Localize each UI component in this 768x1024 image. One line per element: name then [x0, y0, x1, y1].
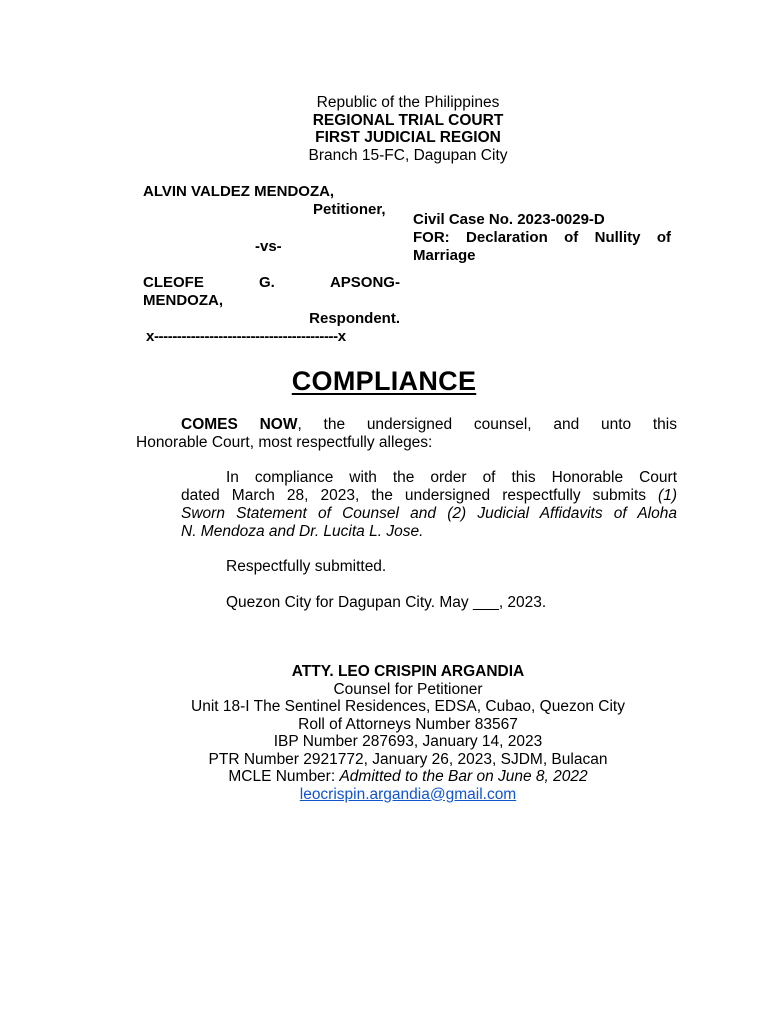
respondent-role: Respondent. — [309, 310, 400, 327]
header-region: FIRST JUDICIAL REGION — [315, 129, 501, 146]
paragraph-2-italic: (1) — [658, 487, 677, 504]
caption-separator: x----------------------------------------x — [146, 328, 346, 345]
header-court: REGIONAL TRIAL COURT — [312, 111, 504, 129]
case-caption-parties — [143, 183, 400, 346]
paragraph-1-line2: Honorable Court, most respectfully alleges: — [136, 434, 433, 451]
petitioner-role: Petitioner, — [313, 201, 386, 218]
respondent-name-line1 — [143, 274, 400, 292]
counsel-ibp-number: IBP Number 287693, January 14, 2023 — [273, 733, 543, 750]
paragraph-comes-now — [136, 416, 677, 452]
paragraph-respectfully: Respectfully submitted. — [226, 558, 387, 575]
versus-label: -vs- — [255, 238, 282, 255]
header-branch: Branch 15-FC, Dagupan City — [308, 146, 508, 164]
respondent-name-part1: CLEOFE — [143, 274, 204, 291]
respondent-name-part2: G. — [258, 274, 275, 291]
paragraph-2-line4: N. Mendoza and Dr. Lucita L. Jose. — [181, 523, 424, 540]
case-nature-line2: Marriage — [413, 247, 476, 264]
counsel-roll-number: Roll of Attorneys Number 83567 — [298, 715, 518, 733]
paragraph-2-line1: In compliance with the order of this Honorable Court — [226, 469, 677, 486]
petitioner-name: ALVIN VALDEZ MENDOZA, — [143, 183, 335, 200]
court-header — [0, 94, 768, 164]
counsel-email-link[interactable]: leocrispin.argandia@gmail.com — [299, 785, 517, 803]
case-nature-word: of — [656, 229, 671, 246]
case-nature-word: Nullity — [594, 229, 641, 246]
respondent-name-part3: APSONG- — [329, 274, 400, 291]
case-nature-line1 — [413, 229, 671, 247]
case-nature-word: of — [564, 229, 579, 246]
case-caption-details — [413, 211, 671, 265]
comes-now-bold: COMES NOW — [181, 416, 298, 433]
counsel-name: ATTY. LEO CRISPIN ARGANDIA — [291, 663, 525, 680]
case-nature-word: Declaration — [466, 229, 548, 246]
signature-block — [0, 663, 768, 803]
mcle-label: MCLE Number: — [228, 768, 340, 785]
paragraph-1-text: , the undersigned counsel, and unto this — [297, 416, 677, 433]
respondent-name-line2: MENDOZA, — [143, 292, 223, 309]
counsel-address: Unit 18-I The Sentinel Residences, EDSA, Cubao, Quezon City — [191, 698, 625, 715]
paragraph-2-line2 — [181, 487, 677, 505]
counsel-role: Counsel for Petitioner — [333, 680, 483, 698]
document-title: COMPLIANCE — [291, 366, 477, 396]
paragraph-place-date: Quezon City for Dagupan City. May ___, 2023. — [226, 594, 547, 611]
paragraph-1-line1 — [136, 416, 677, 434]
mcle-value: Admitted to the Bar on June 8, 2022 — [339, 768, 588, 785]
header-republic: Republic of the Philippines — [316, 94, 500, 111]
case-nature-word: FOR: — [413, 229, 450, 246]
counsel-ptr-number: PTR Number 2921772, January 26, 2023, SJDM, Bulacan — [208, 750, 608, 768]
counsel-mcle — [0, 768, 768, 786]
case-number: Civil Case No. 2023-0029-D — [413, 211, 605, 228]
paragraph-2-line3: Sworn Statement of Counsel and (2) Judicial Affidavits of Aloha — [181, 505, 677, 522]
paragraph-compliance — [181, 469, 677, 541]
paragraph-2-text: dated March 28, 2023, the undersigned respectfully submits — [181, 487, 659, 504]
